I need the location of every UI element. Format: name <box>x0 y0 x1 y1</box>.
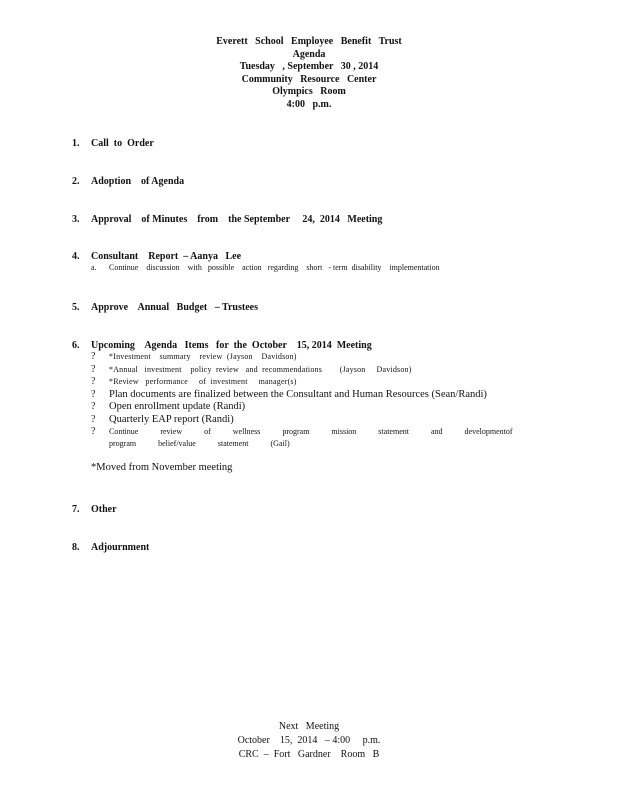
bullet-text: Open enrollment update (Randi) <box>109 401 246 412</box>
bullet-marker: ? <box>91 388 96 400</box>
item-title: Adoption of Agenda <box>91 176 185 187</box>
list-item <box>91 426 529 450</box>
item-6-bullet-list <box>91 351 529 450</box>
item-number: 2. <box>72 176 80 187</box>
bullet-marker: ? <box>91 413 96 425</box>
meeting-date: Tuesday , September 30 , 2014 <box>239 61 379 73</box>
list-item <box>91 364 529 377</box>
bullet-marker: ? <box>91 426 96 437</box>
item-title: Upcoming Agenda Items for the October 15, 2014 Meeting <box>91 340 372 351</box>
footnote: *Moved from November meeting <box>91 462 233 473</box>
bullet-marker: ? <box>91 376 96 387</box>
item-number: 6. <box>72 340 80 351</box>
next-meeting-footer <box>0 720 618 762</box>
item-number: 5. <box>72 302 80 313</box>
item-number: 1. <box>72 138 80 149</box>
item-number: 4. <box>72 251 80 262</box>
bullet-text: Plan documents are finalized between the Consultant and Human Resources (Sean/Randi) <box>109 388 487 400</box>
item-4-subitem <box>91 262 440 274</box>
item-title: Approval of Minutes from the September 24, 2014 Meeting <box>91 214 383 225</box>
agenda-item-7 <box>72 504 117 515</box>
org-name: Everett School Employee Benefit Trust <box>216 36 402 47</box>
list-item <box>91 414 529 427</box>
agenda-header <box>0 36 618 112</box>
item-number: 7. <box>72 504 80 515</box>
bullet-text: *Review performance of investment manager(s) <box>109 377 297 386</box>
item-title: Adjournment <box>91 542 150 553</box>
document-type: Agenda <box>292 48 326 60</box>
list-item <box>91 376 529 389</box>
list-item <box>91 389 529 402</box>
item-title: Call to Order <box>91 138 154 149</box>
bullet-text: Quarterly EAP report (Randi) <box>109 413 234 425</box>
bullet-marker: ? <box>91 401 96 412</box>
list-item <box>91 351 529 364</box>
item-number: 8. <box>72 542 80 553</box>
agenda-item-8 <box>72 542 149 553</box>
agenda-item-5 <box>72 302 258 313</box>
next-meeting-datetime: October 15, 2014 – 4:00 p.m. <box>237 735 381 746</box>
item-title: Approve Annual Budget – Trustees <box>91 302 258 313</box>
meeting-venue: Community Resource Center <box>241 73 377 85</box>
agenda-item-6 <box>72 340 529 473</box>
agenda-item-2 <box>72 176 184 187</box>
list-item <box>91 401 529 414</box>
agenda-item-4 <box>72 251 440 274</box>
bullet-text: *Annual investment policy review and recommendations (Jayson Davidson) <box>109 364 412 374</box>
bullet-marker: ? <box>91 363 96 375</box>
bullet-text: Continue review of wellness program mission statement and developmentof program belief/value statement (Gail) <box>109 427 513 448</box>
item-title: Consultant Report – Aanya Lee <box>91 251 242 262</box>
agenda-item-3 <box>72 214 382 225</box>
item-number: 3. <box>72 214 80 225</box>
bullet-text: *Investment summary review (Jayson Davidson) <box>109 352 297 361</box>
meeting-room: Olympics Room <box>272 86 346 98</box>
next-meeting-location: CRC – Fort Gardner Room B <box>238 749 380 760</box>
item-title: Other <box>91 504 117 515</box>
agenda-item-1 <box>72 138 154 149</box>
subitem-mark: a. <box>91 263 97 272</box>
bullet-marker: ? <box>91 351 96 362</box>
subitem-text: Continue discussion with possible action regarding short - term disability implementation <box>109 263 440 272</box>
meeting-time: 4:00 p.m. <box>286 98 332 110</box>
next-meeting-label: Next Meeting <box>278 721 340 732</box>
